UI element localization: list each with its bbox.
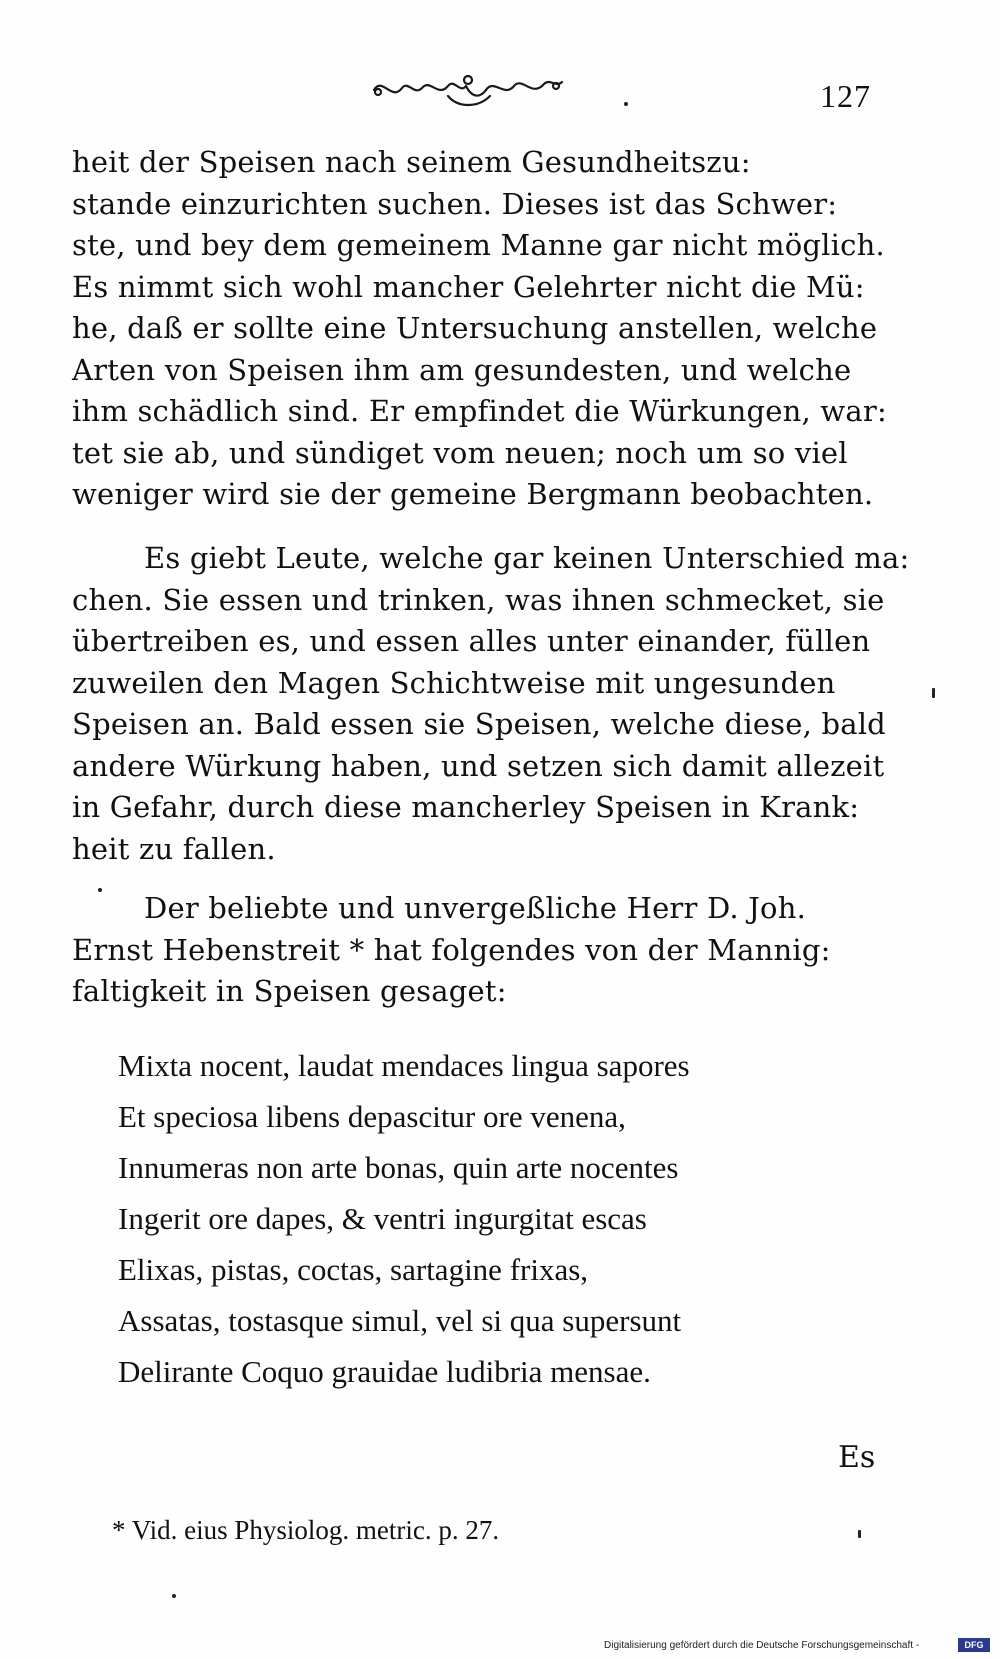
ornament-icon	[368, 68, 568, 114]
digitization-credit: Digitalisierung gefördert durch die Deutsche Forschungsgemeinschaft -	[604, 1640, 920, 1651]
paragraph-2	[72, 538, 910, 870]
text-line: chen. Sie essen und trinken, was ihnen schmecket, sie	[72, 582, 885, 617]
speck-mark	[858, 1530, 861, 1538]
text-line: Es nimmt sich wohl mancher Gelehrter nicht die Mü:	[72, 269, 865, 304]
text-line: heit zu fallen.	[72, 831, 276, 866]
text-line: Ernst Hebenstreit * hat folgendes von der Mannig:	[72, 932, 831, 967]
speck-mark	[172, 1594, 176, 1598]
text-line: in Gefahr, durch diese mancherley Speisen in Krank:	[72, 790, 860, 824]
latin-verse	[118, 1040, 878, 1397]
speck-mark	[932, 688, 935, 698]
text-line: Arten von Speisen ihm am gesundesten, und welche	[72, 352, 852, 387]
text-line: Speisen an. Bald essen sie Speisen, welche diese, bald	[72, 707, 886, 741]
text-line: heit der Speisen nach seinem Gesundheitszu:	[72, 145, 751, 179]
text-line: übertreiben es, und essen alles unter einander, füllen	[72, 624, 871, 658]
text-line: ste, und bey dem gemeinem Manne gar nicht möglich.	[72, 228, 885, 262]
text-line: weniger wird sie der gemeine Bergmann beobachten.	[72, 477, 874, 511]
text-line: Der beliebte und unvergeßliche Herr D. Joh.	[144, 891, 807, 925]
text-line: faltigkeit in Speisen gesaget:	[72, 974, 507, 1008]
paragraph-3	[72, 888, 890, 1013]
catchword: Es	[838, 1440, 876, 1475]
verse-line: Ingerit ore dapes, & ventri ingurgitat escas	[118, 1201, 647, 1236]
verse-line: Mixta nocent, laudat mendaces lingua sapores	[118, 1048, 690, 1083]
text-line: Es giebt Leute, welche gar keinen Unterschied ma:	[144, 541, 910, 575]
text-line: stande einzurichten suchen. Dieses ist das Schwer:	[72, 186, 838, 221]
verse-line: Elixas, pistas, coctas, sartagine frixas,	[118, 1252, 589, 1287]
verse-line: Delirante Coquo grauidae ludibria mensae.	[118, 1354, 651, 1389]
verse-line: Innumeras non arte bonas, quin arte nocentes	[118, 1150, 679, 1185]
text-line: zuweilen den Magen Schichtweise mit ungesunden	[72, 665, 836, 700]
page-number: 127	[820, 78, 871, 114]
text-line: he, daß er sollte eine Untersuchung anstellen, welche	[72, 311, 878, 345]
dfg-logo: DFG	[958, 1638, 990, 1652]
text-line: andere Würkung haben, und setzen sich damit allezeit	[72, 748, 885, 783]
text-line: ihm schädlich sind. Er empfindet die Würkungen, war:	[72, 394, 887, 428]
footnote: * Vid. eius Physiolog. metric. p. 27.	[112, 1515, 500, 1545]
speck-mark	[624, 102, 628, 106]
verse-line: Assatas, tostasque simul, vel si qua supersunt	[118, 1303, 682, 1338]
verse-line: Et speciosa libens depascitur ore venena,	[118, 1099, 626, 1134]
paragraph-1	[72, 142, 890, 516]
text-line: tet sie ab, und sündiget vom neuen; noch um so viel	[72, 435, 848, 470]
